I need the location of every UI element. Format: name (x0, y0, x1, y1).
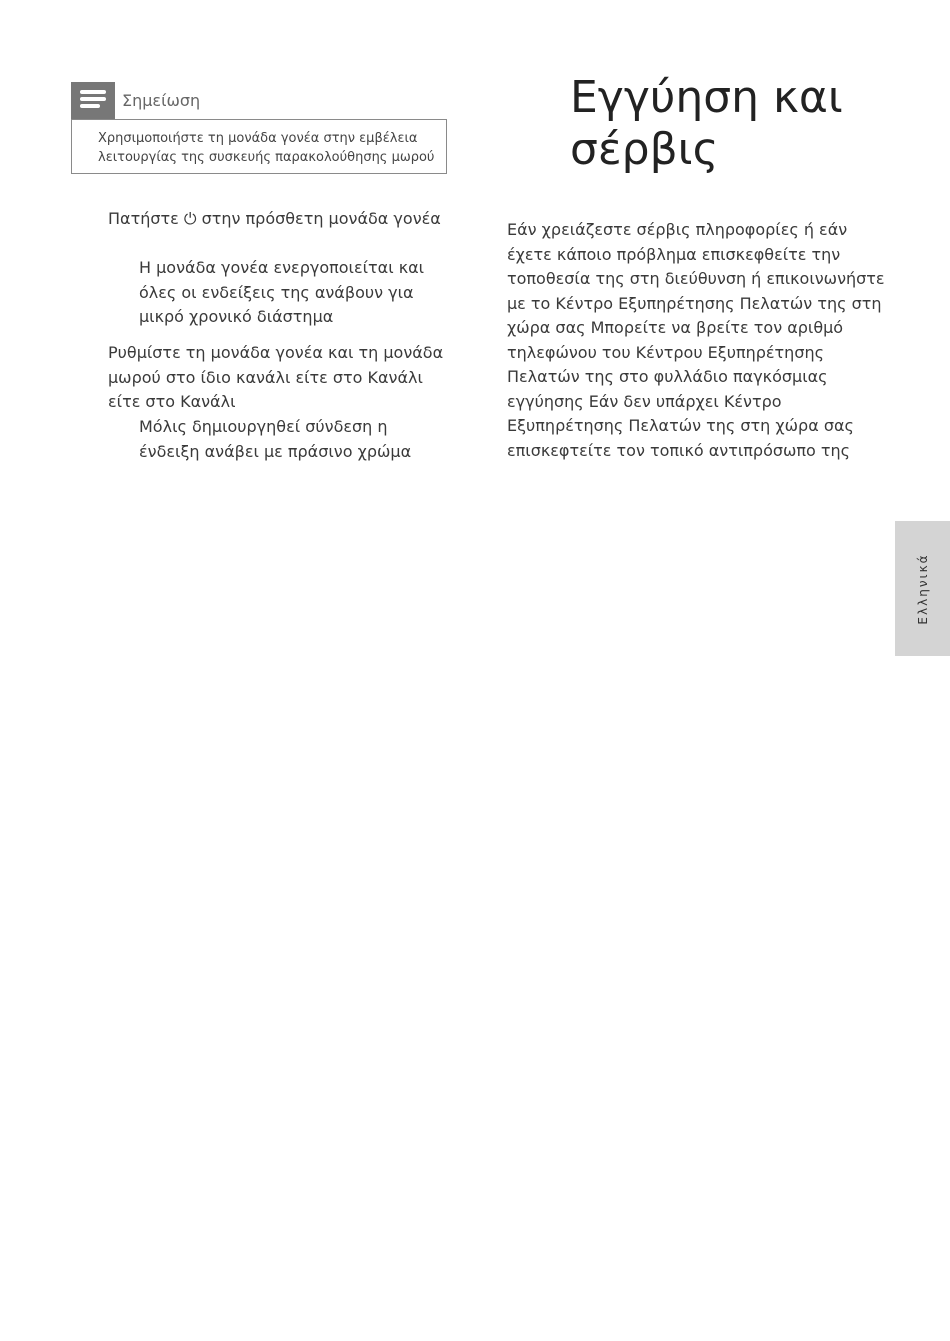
step-1-result: Η μονάδα γονέα ενεργοποιείται και όλες οι ενδείξεις της ανάβουν για μικρό χρονικό διάστημα (139, 258, 425, 326)
page-title-line-2: σέρβις (570, 124, 719, 175)
language-tab (895, 521, 950, 656)
note-box (71, 119, 447, 174)
step-2-result: Μόλις δημιουργηθεί σύνδεση η ένδειξη ανάβει με πράσινο χρώμα (139, 417, 412, 461)
language-tab-label: Ελληνικά (915, 552, 930, 625)
power-icon: ⏻ (183, 209, 197, 228)
page-title-line-1: Εγγύηση και (570, 72, 843, 123)
note-title: Σημείωση (122, 91, 201, 110)
step-1-text-before: Πατήστε (108, 209, 184, 228)
step-2: Ρυθμίστε τη μονάδα γονέα και τη μονάδα μωρού στο ίδιο κανάλι είτε στο Κανάλι είτε στο Κανάλι (108, 343, 444, 411)
note-text: Χρησιμοποιήστε τη μονάδα γονέα στην εμβέλεια λειτουργίας της συσκευής παρακολούθησης μωρού (98, 131, 435, 165)
step-1-text-after: στην πρόσθετη μονάδα γονέα (196, 209, 441, 228)
warranty-body: Εάν χρειάζεστε σέρβις πληροφορίες ή εάν έχετε κάποιο πρόβλημα επισκεφθείτε την τοποθεσία της στη διεύθυνση ή επικοινωνήστε με το Κέντρο Εξυπηρέτησης Πελατών της στη χώρα σας Μπορείτε να βρείτε τον αριθμό τηλεφώνου του Κέντρου Εξυπηρέτησης Πελατών της στο φυλλάδιο παγκόσμιας εγγύησης Εάν δεν υπάρχει Κέντρο Εξυπηρέτησης Πελατών της στη χώρα σας επισκεφτείτε τον τοπικό αντιπρόσωπο της (507, 220, 885, 460)
note-lines-icon (71, 82, 115, 119)
step-1 (108, 207, 448, 232)
page-title (570, 72, 843, 176)
